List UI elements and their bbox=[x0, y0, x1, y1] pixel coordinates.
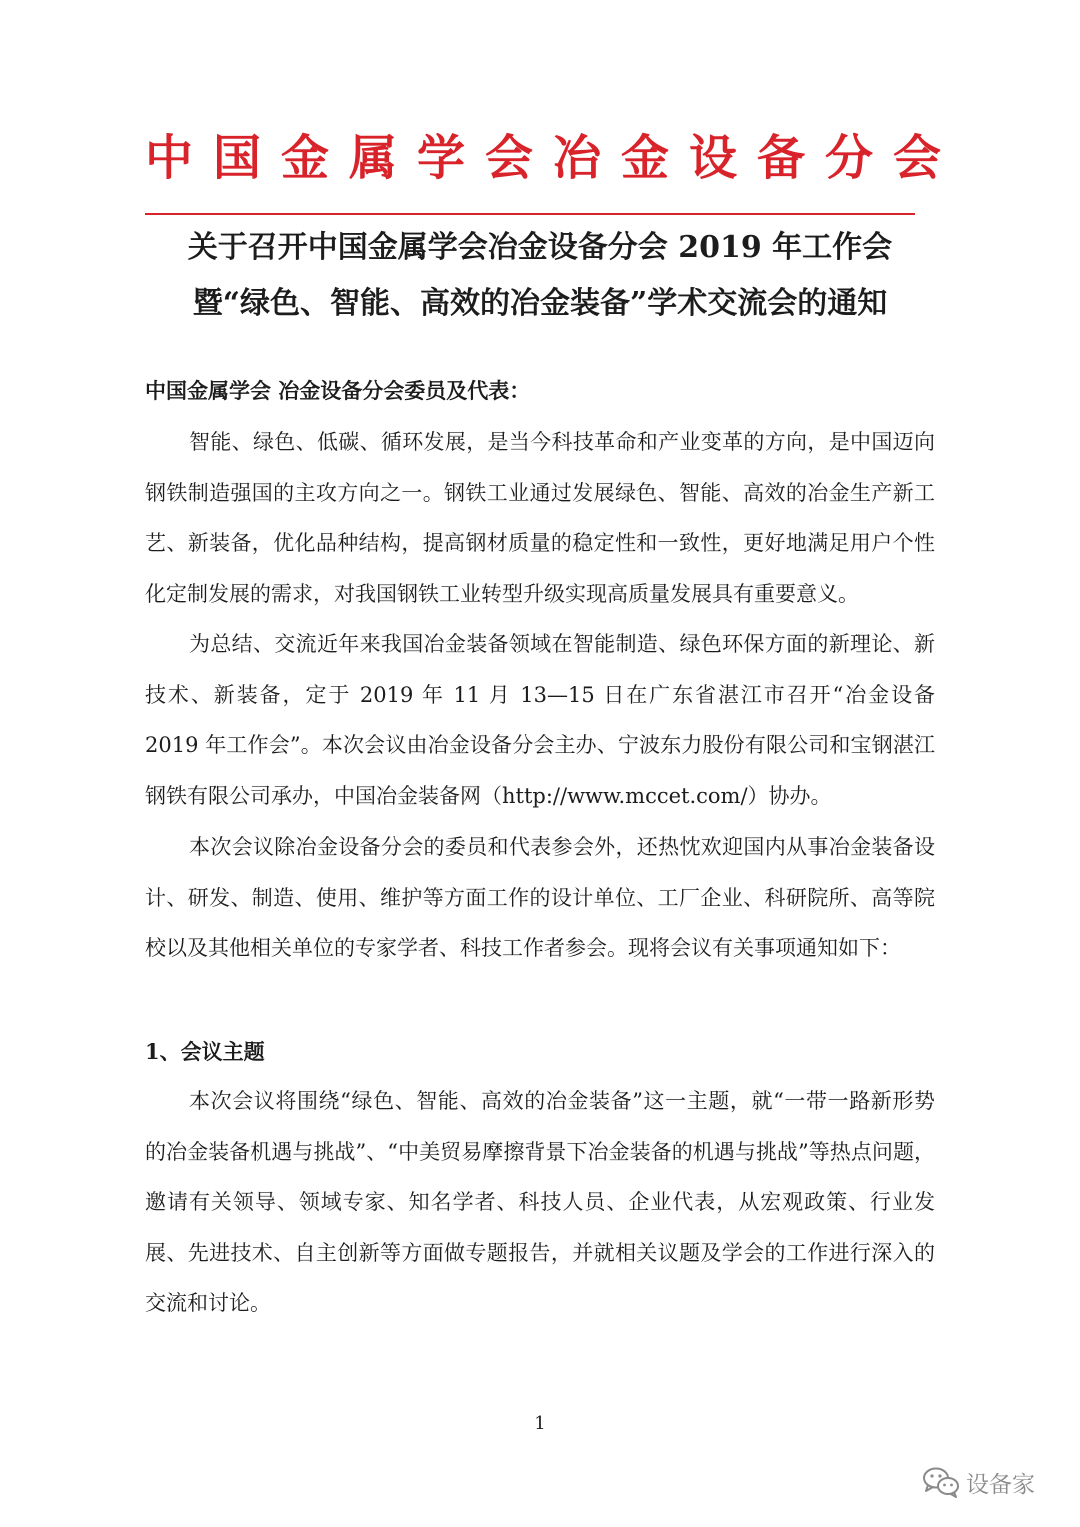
body-paragraph-2: 为总结、交流近年来我国冶金装备领域在智能制造、绿色环保方面的新理论、新技术、新装备，定于 2019 年 11 月 13—15 日在广东省湛江市召开“冶金设备 2019 年工作会”。本次会议由冶金设备分会主办、宁波东力股份有限公司和宝钢湛江钢铁有限公司承办，中国冶金装备网（http://www.mccet.com/）协办。 bbox=[145, 632, 935, 808]
page-number: 1 bbox=[534, 1413, 546, 1434]
organization-header: 中国金属学会冶金设备分会 bbox=[145, 130, 962, 186]
watermark-label: 设备家 bbox=[966, 1471, 1035, 1498]
watermark bbox=[922, 1462, 1035, 1502]
wechat-icon bbox=[922, 1466, 960, 1498]
notice-title-line-1: 关于召开中国金属学会冶金设备分会 2019 年工作会 bbox=[187, 230, 893, 265]
body-paragraph-1: 智能、绿色、低碳、循环发展，是当今科技革命和产业变革的方向，是中国迈向钢铁制造强国的主攻方向之一。钢铁工业通过发展绿色、智能、高效的冶金生产新工艺、新装备，优化品种结构，提高钢材质量的稳定性和一致性，更好地满足用户个性化定制发展的需求，对我国钢铁工业转型升级实现高质量发展具有重要意义。 bbox=[145, 430, 935, 606]
header-divider bbox=[145, 213, 915, 215]
body-paragraph-3: 本次会议除冶金设备分会的委员和代表参会外，还热忱欢迎国内从事冶金装备设计、研发、制造、使用、维护等方面工作的设计单位、工厂企业、科研院所、高等院校以及其他相关单位的专家学者、科技工作者参会。现将会议有关事项通知如下： bbox=[145, 835, 935, 960]
section-1-paragraph: 本次会议将围绕“绿色、智能、高效的冶金装备”这一主题，就“一带一路新形势的冶金装备机遇与挑战”、“中美贸易摩擦背景下冶金装备的机遇与挑战”等热点问题，邀请有关领导、领域专家、知名学者、科技人员、企业代表，从宏观政策、行业发展、先进技术、自主创新等方面做专题报告，并就相关议题及学会的工作进行深入的交流和讨论。 bbox=[145, 1089, 935, 1315]
notice-title-line-2: 暨“绿色、智能、高效的冶金装备”学术交流会的通知 bbox=[192, 286, 888, 321]
salutation: 中国金属学会 冶金设备分会委员及代表： bbox=[145, 378, 531, 403]
section-heading-meeting-theme: 1、会议主题 bbox=[145, 1039, 265, 1064]
